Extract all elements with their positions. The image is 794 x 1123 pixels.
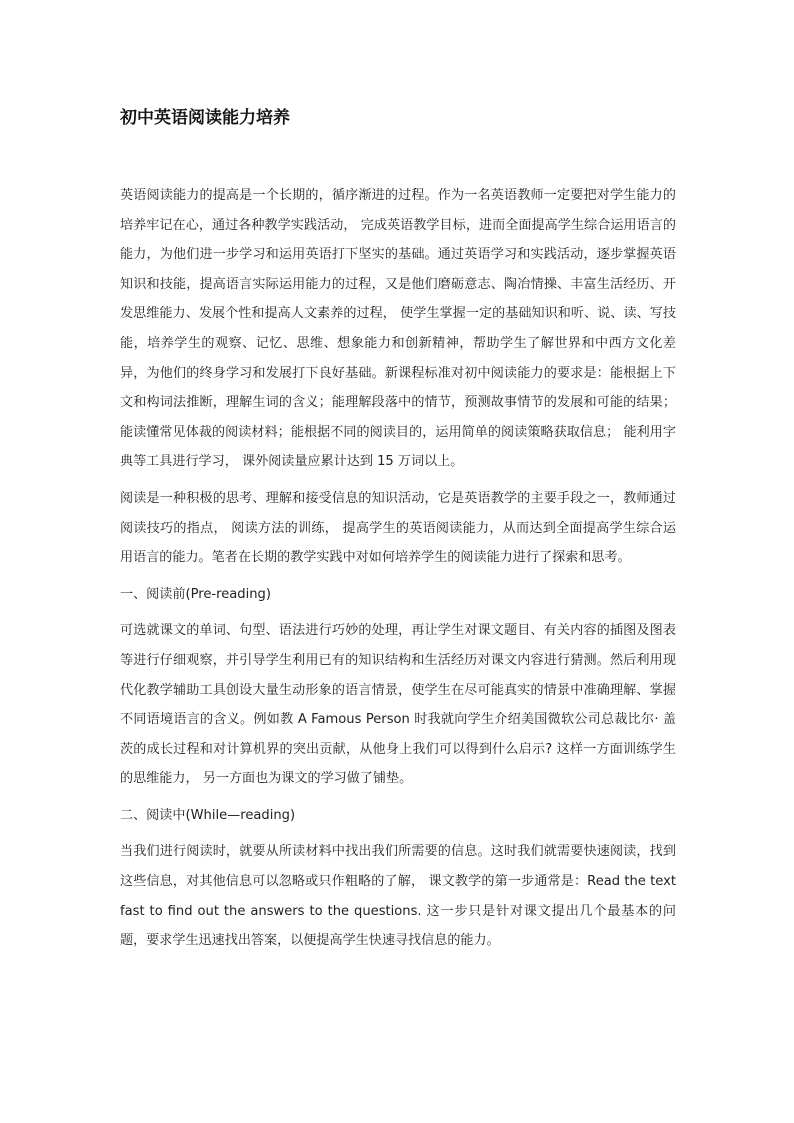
- intro-paragraph: 英语阅读能力的提高是一个长期的，循序渐进的过程。作为一名英语教师一定要把对学生能力的培养牢记在心，通过各种教学实践活动， 完成英语教学目标，进而全面提高学生综合运用语言的能力，为他们进一步学习和运用英语打下坚实的基础。通过英语学习和实践活动，逐步掌握英语知识和技能，提高语言实际运用能力的过程，又是他们磨砺意志、陶冶情操、丰富生活经历、开发思维能力、发展个性和提高人文素养的过程， 使学生掌握一定的基础知识和听、说、读、写技能，培养学生的观察、记忆、思维、想象能力和创新精神，帮助学生了解世界和中西方文化差异，为他们的终身学习和发展打下良好基础。新课程标准对初中阅读能力的要求是：能根据上下文和构词法推断，理解生词的含义；能理解段落中的情节，预测故事情节的发展和可能的结果；能读懂常见体裁的阅读材料；能根据不同的阅读目的，运用简单的阅读策略获取信息； 能利用字典等工具进行学习， 课外阅读量应累计达到 15 万词以上。: [120, 188, 676, 470]
- section-text-while-reading: 当我们进行阅读时，就要从所读材料中找出我们所需要的信息。这时我们就需要快速阅读，找到这些信息，对其他信息可以忽略或只作粗略的了解， 课文教学的第一步通常是：Read the text fast to find out the answers to the questions. 这一步只是针对课文提出几个最基本的问题，要求学生迅速找出答案，以便提高学生快速寻找信息的能力。: [120, 844, 676, 949]
- section-heading-while-reading: 二、阅读中(While—reading): [120, 807, 296, 823]
- section-heading-pre-reading: 一、阅读前(Pre-reading): [120, 586, 271, 602]
- document-body: [120, 181, 676, 963]
- document-title: 初中英语阅读能力培养: [120, 108, 290, 128]
- second-paragraph: 阅读是一种积极的思考、理解和接受信息的知识活动，它是英语教学的主要手段之一，教师通过阅读技巧的指点， 阅读方法的训练， 提高学生的英语阅读能力，从而达到全面提高学生综合运用语言的能力。笔者在长期的教学实践中对如何培养学生的阅读能力进行了探索和思考。: [120, 490, 676, 566]
- section-text-pre-reading: 可选就课文的单词、句型、语法进行巧妙的处理，再让学生对课文题目、有关内容的插图及图表等进行仔细观察，并引导学生利用已有的知识结构和生活经历对课文内容进行猜测。然后利用现代化教学辅助工具创设大量生动形象的语言情景，使学生在尽可能真实的情景中准确理解、掌握不同语境语言的含义。例如教 A Famous Person 时我就向学生介绍美国微软公司总裁比尔· 盖茨的成长过程和对计算机界的突出贡献，从他身上我们可以得到什么启示? 这样一方面训练学生的思维能力， 另一方面也为课文的学习做了铺垫。: [120, 623, 676, 787]
